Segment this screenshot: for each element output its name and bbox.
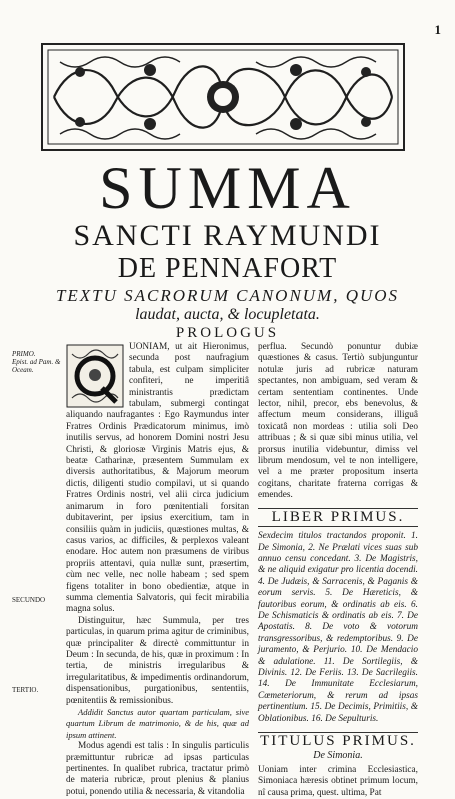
liber-primus-heading: LIBER PRIMUS.	[271, 508, 405, 525]
margin-note-primo	[12, 350, 64, 374]
liber-contents: Sexdecim titulos tractandos proponit. 1. De Simonia, 2. Ne Prælati vices suas sub annuo censu concedant. 3. De Magistris, & ne aliquid exigatur pro licentia docendi. 4. De Judæis, & Sarracenis, & Paganis & eorum servis. 5. De Hæreticis, & fautoribus eorum, & ordinatis ab eis. 6. De Schismaticis & ordinatis ab eis. 7. De Apostatis. 8. De voto & votorum transgressoribus, & redemptoribus. 9. De juramento, & Perjurio. 10. De Mendacio & adulatione. 11. De Sortilegiis, & Divinis. 12. De Feriis. 13. De Sacrilegiis. 14. De Immunitate Ecclesiarum, Cœmeteriorum, & rerum ad ipsas pertinentium. 15. De Decimis, Primitiis, & Oblationibus. 16. De Sepulturis.	[258, 531, 418, 724]
title-summa: SUMMA	[99, 155, 356, 221]
left-column	[66, 342, 249, 798]
titulus-subheading: De Simonia.	[313, 750, 363, 762]
titulus-text: Uoniam inter crimina Ecclesiastica, Simoniaca hæresis obtinet primum locum, nî causa prima, quest. ultima, Pat	[258, 764, 418, 798]
right-column	[258, 342, 418, 799]
title-laudat: laudat, aucta, & locupletata.	[135, 306, 320, 323]
title-sancti-raymundi: SANCTI RAYMUNDI	[73, 219, 382, 252]
title-textu: TEXTU SACRORUM CANONUM, QUOS	[55, 286, 400, 305]
margin-primo-ref: Epist. ad Pam. & Oceam.	[12, 358, 61, 374]
page-number: 1	[434, 22, 441, 37]
titulus-primus-heading: TITULUS PRIMUS.	[260, 733, 416, 749]
margin-primo-label: PRIMO.	[12, 350, 36, 358]
prologus-paragraph-5: perflua. Secundò ponuntur dubiæ quæstiones & casus. Tertiò subjunguntur notulæ juris ad rubricæ naturam spectantes, non ambiguam, sed veram & certam sententiam continentes. Unde lector, nihil, precor, ebs benevolus, & affectum meum considerans, illiguâ toxicatâ non mordeas : utilia soli Deo attribuas ; & si quæ sibi minus utilia, vel prorsus inutilia videbuntur, dimiss vel librum mendosum, vel te non intelligere, vel a me præter propositum inserta cogitans, charitate fraterna corrigas & emendes.	[258, 342, 418, 501]
prologus-paragraph-4: Modus agendi est talis : In singulis particulis præmittuntur rubricæ ad ipsas particulas pertinentes. In qualibet rubrica, tractatur primò de materia rubricæ, prout plenius & planius potui, ponendo utilia & necessaria, & vitandolia	[66, 741, 249, 797]
prologus-paragraph-2: Distinguitur, hæc Summula, per tres particulas, in quarum prima agitur de criminibus, quæ principaliter & directè committuntur in Deum : In secunda, de his, quæ in proximum : In tertia, de ministris irregularibus & irregularitatibus, & impedimentis ordinandorum, dispensationibus, purgationibus, sententiis, pœnitentiis & remissionibus.	[66, 615, 249, 706]
rule-liber-2	[258, 526, 418, 527]
prologus-paragraph-1: UONIAM, ut ait Hieronimus, secunda post naufragium tabula, est culpam simpliciter confiteri, ne imperitiâ ministrantis prædictam tabulam, submergi contingat aliquando naufragantes : Ego Raymundus inter Fratres Ordinis Prædicatorum minimus, imò inutilis servus, ad honorem Domini nostri Jesu Christi, & gloriosæ Virginis Matris ejus, & beatæ Catharinæ, præsentem Summulam ex diversis authoritatibus, & Majorum meorum dictis, diligenti studio compilavi, ut si quando Fratres Ordinis nostri, vel alii circa judicium animarum in foro pœnitentiali forsitan dubitaverint, per ipsius exercitium, tam in consiliis quàm in judiciis, quæstiones multas, & casus varios, ac difficiles, & perplexos valeant enodare. Hoc autem non præsumens de viribus propriis attentavi, quia nullæ sunt, præsertim, cùm nec velle, nec nolle habeam ; sed spem figens totaliter in bono obedientiæ, atque in summa clementia Salvatoris, qui fecit mirabilia magna solus.	[66, 342, 249, 615]
prologus-heading: PROLOGUS	[175, 325, 280, 341]
decorative-headpiece	[40, 42, 406, 152]
margin-note-secundo: SECUNDO	[12, 596, 46, 604]
decorated-initial-q	[66, 344, 124, 408]
prologus-paragraph-3: Addidit Sanctus autor quartam particulam, sive quartum Librum de matrimonio, & de his, quæ ad ipsum attinent.	[66, 707, 249, 740]
margin-note-tertio: TERTIO.	[12, 686, 39, 694]
title-de-pennafort: DE PENNAFORT	[117, 253, 338, 284]
